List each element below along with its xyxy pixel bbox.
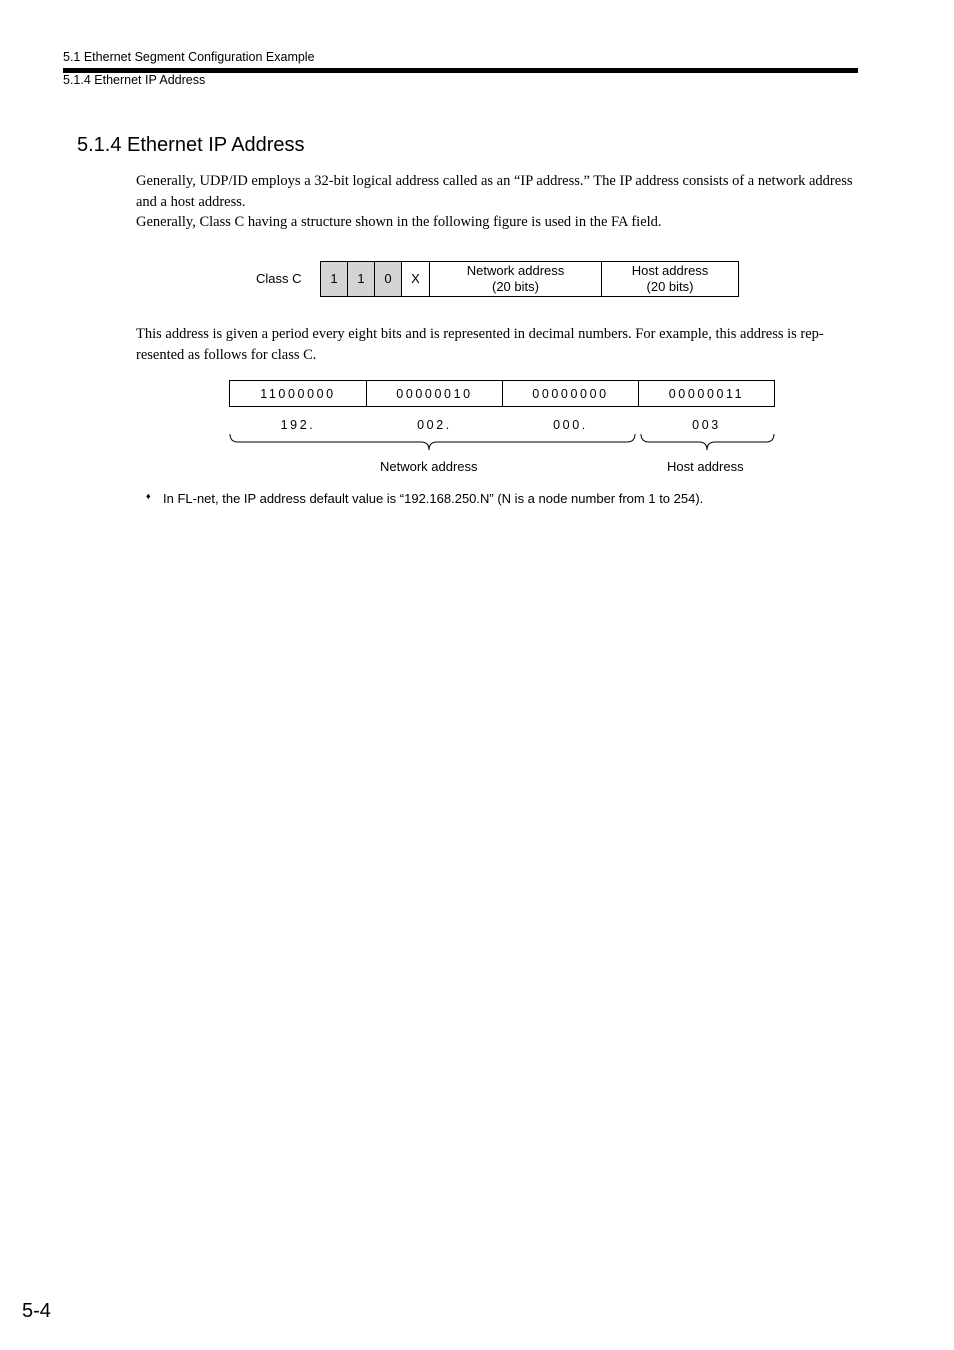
class-bit-1: 1: [320, 261, 348, 297]
host-address-field-label: Host address: [631, 263, 709, 278]
class-bit-3: 0: [374, 261, 402, 297]
section-title: 5.1.4 Ethernet IP Address: [77, 134, 305, 156]
octet-binary-1: 11000000: [229, 380, 367, 407]
octet-decimal-2: 002.: [417, 418, 452, 432]
octet-decimal-4: 003: [692, 418, 721, 432]
running-header-section: 5.1 Ethernet Segment Configuration Example: [63, 50, 315, 64]
network-address-field-label: Network address: [466, 263, 565, 278]
intro-paragraph: [136, 171, 860, 233]
running-header-subsection: 5.1.4 Ethernet IP Address: [63, 73, 206, 87]
octet-decimal-1: 192.: [280, 418, 316, 432]
class-bit-x: X: [401, 261, 430, 297]
octet-decimal-3: 000.: [553, 418, 588, 432]
fl-net-note: In FL-net, the IP address default value is “192.168.250.N” (N is a node number from 1 to 254).: [163, 491, 704, 506]
host-address-field-bits: (20 bits): [646, 279, 694, 294]
network-address-field: [429, 261, 602, 297]
intro-paragraph-line-b: Generally, Class C having a structure shown in the following figure is used in the FA field.: [136, 214, 662, 230]
example-paragraph: This address is given a period every eight bits and is represented in decimal numbers. For example, this address is rep-resented as follows for class C.: [136, 326, 824, 363]
octet-binary-4: 00000011: [638, 380, 775, 407]
network-address-label: Network address: [380, 459, 478, 474]
network-address-field-bits: (20 bits): [492, 279, 539, 294]
bullet-diamond-icon: ♦: [146, 491, 151, 501]
host-address-field: [601, 261, 739, 297]
class-bit-2: 1: [347, 261, 375, 297]
page-number: 5-4: [22, 1300, 51, 1322]
host-address-label: Host address: [667, 459, 744, 474]
octet-binary-3: 00000000: [502, 380, 639, 407]
intro-paragraph-line-a: Generally, UDP/ID employs a 32-bit logical address called as an “IP address.” The IP address consists of a network address and a host address.: [136, 173, 853, 210]
network-address-brace: [230, 434, 635, 450]
class-c-label: Class C: [256, 271, 302, 286]
host-address-brace: [641, 434, 774, 450]
octet-binary-2: 00000010: [366, 380, 503, 407]
address-brace-diagram: [225, 430, 780, 456]
